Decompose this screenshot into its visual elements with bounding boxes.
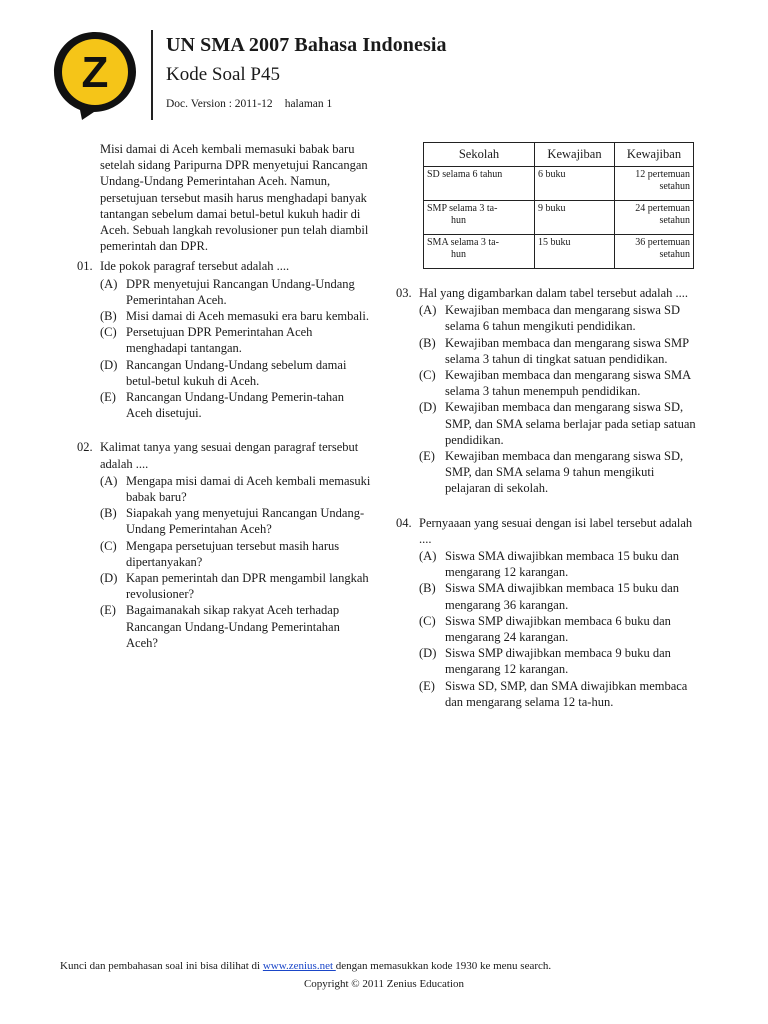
table-cell: 9 buku xyxy=(535,200,615,234)
option-text: DPR menyetujui Rancangan Undang-Undang Pemerintahan Aceh. xyxy=(126,276,355,307)
options-02 xyxy=(77,473,372,651)
option-label: (B) xyxy=(419,335,436,350)
option-d[interactable] xyxy=(77,570,372,602)
table-header: Kewajiban xyxy=(615,143,694,167)
option-b[interactable] xyxy=(77,505,372,537)
option-label: (A) xyxy=(419,549,437,564)
left-column xyxy=(77,141,372,669)
option-e[interactable] xyxy=(77,389,372,421)
cell-text: SMP selama 3 ta- xyxy=(427,202,498,214)
options-03 xyxy=(396,302,696,496)
option-e[interactable] xyxy=(396,678,696,710)
options-01 xyxy=(77,276,372,422)
question-03 xyxy=(396,285,696,301)
question-number: 04. xyxy=(396,515,412,530)
option-label: (D) xyxy=(419,400,437,415)
question-number: 02. xyxy=(77,440,93,455)
question-number: 01. xyxy=(77,259,93,274)
option-text: Kewajiban membaca dan mengarang siswa SD, SMP, dan SMA selama berlajar pada setiap satuan pendidikan. xyxy=(445,400,696,447)
table-cell xyxy=(424,234,535,268)
table-cell xyxy=(615,234,694,268)
cell-text: 36 pertemuan xyxy=(635,236,690,248)
zenius-logo xyxy=(52,30,138,122)
table-row xyxy=(424,200,694,234)
right-column xyxy=(396,285,696,728)
option-c[interactable] xyxy=(396,367,696,399)
table-cell xyxy=(615,166,694,200)
option-text: Siswa SMA diwajibkan membaca 15 buku dan mengarang 12 karangan. xyxy=(445,549,679,580)
table-cell: 15 buku xyxy=(535,234,615,268)
cell-text: 24 pertemuan xyxy=(635,202,690,214)
option-d[interactable] xyxy=(396,399,696,448)
table-cell xyxy=(424,200,535,234)
table-cell xyxy=(615,200,694,234)
question-02 xyxy=(77,439,372,471)
question-text: Ide pokok paragraf tersebut adalah .... xyxy=(100,259,290,274)
question-text: Pernyaaan yang sesuai dengan isi label tersebut adalah .... xyxy=(419,515,693,546)
option-label: (A) xyxy=(419,303,437,318)
option-text: Siswa SMP diwajibkan membaca 9 buku dan mengarang 12 karangan. xyxy=(445,646,671,677)
option-label: (E) xyxy=(100,603,116,618)
option-label: (C) xyxy=(419,613,436,628)
option-text: Persetujuan DPR Pemerintahan Aceh menghadapi tantangan. xyxy=(126,325,313,356)
copyright: Copyright © 2011 Zenius Education xyxy=(303,978,465,990)
question-number: 03. xyxy=(396,286,412,300)
option-c[interactable] xyxy=(396,613,696,645)
option-text: Kewajiban membaca dan mengarang siswa SMP selama 3 tahun di tingkat satuan pendidikan. xyxy=(445,335,689,366)
option-label: (C) xyxy=(100,325,117,340)
option-text: Kewajiban membaca dan mengarang siswa SD, SMP, dan SMA selama 9 tahun mengikuti pelajaran di sekolah. xyxy=(445,449,684,496)
question-text: Hal yang digambarkan dalam tabel tersebut adalah .... xyxy=(419,286,688,300)
header-divider xyxy=(151,30,153,120)
option-label: (D) xyxy=(100,571,118,586)
table-row xyxy=(424,234,694,268)
table-cell: 6 buku xyxy=(535,166,615,200)
option-a[interactable] xyxy=(77,276,372,308)
option-c[interactable] xyxy=(77,324,372,356)
question-text: Kalimat tanya yang sesuai dengan paragraf tersebut adalah .... xyxy=(100,440,359,471)
table-cell xyxy=(424,166,535,200)
option-a[interactable] xyxy=(396,302,696,334)
option-label: (E) xyxy=(419,678,435,693)
table-row xyxy=(424,166,694,200)
cell-text: hun xyxy=(451,249,466,260)
cell-text: setahun xyxy=(659,215,690,226)
option-d[interactable] xyxy=(396,645,696,677)
zenius-link[interactable]: www.zenius.net xyxy=(262,960,336,972)
option-label: (C) xyxy=(100,538,117,553)
option-b[interactable] xyxy=(396,335,696,367)
cell-text: SMA selama 3 ta- xyxy=(427,236,499,248)
footer-text: Kunci dan pembahasan soal ini bisa dilihat di xyxy=(60,960,263,972)
option-label: (B) xyxy=(419,581,436,596)
option-c[interactable] xyxy=(77,538,372,570)
option-label: (B) xyxy=(100,506,117,521)
option-text: Kapan pemerintah dan DPR mengambil langkah revolusioner? xyxy=(126,571,369,602)
options-04 xyxy=(396,548,696,710)
cell-text: SD selama 6 tahun xyxy=(427,168,503,180)
cell-text: setahun xyxy=(659,181,690,192)
page-number: halaman 1 xyxy=(284,98,333,110)
option-label: (D) xyxy=(100,357,118,372)
option-label: (A) xyxy=(100,473,118,488)
table-header: Sekolah xyxy=(424,143,535,167)
option-text: Kewajiban membaca dan mengarang siswa SD selama 6 tahun mengikuti pendidikan. xyxy=(445,303,680,334)
table-header: Kewajiban xyxy=(535,143,615,167)
option-text: Bagaimanakah sikap rakyat Aceh terhadap Rancangan Undang-Undang Pemerintahan Aceh? xyxy=(126,603,340,650)
option-label: (B) xyxy=(100,309,117,324)
table-header-row xyxy=(424,143,694,167)
option-b[interactable] xyxy=(77,308,372,324)
option-text: Siswa SMP diwajibkan membaca 6 buku dan mengarang 24 karangan. xyxy=(445,613,671,645)
doc-version-line xyxy=(166,98,332,110)
option-label: (A) xyxy=(100,276,118,291)
option-text: Rancangan Undang-Undang sebelum damai betul-betul kukuh di Aceh. xyxy=(126,357,347,388)
footer-note xyxy=(60,960,551,972)
option-text: Mengapa persetujuan tersebut masih harus dipertanyakan? xyxy=(126,538,340,569)
option-text: Siapakah yang menyetujui Rancangan Undang-Undang Pemerintahan Aceh? xyxy=(126,506,365,537)
cell-text: 12 pertemuan xyxy=(635,168,690,180)
question-01 xyxy=(77,258,372,274)
cell-text: hun xyxy=(451,215,466,226)
option-e[interactable] xyxy=(77,602,372,651)
footer-text: dengan memasukkan kode 1930 ke menu search. xyxy=(335,960,552,972)
cell-text: setahun xyxy=(659,249,690,260)
logo-letter: Z xyxy=(81,48,109,97)
option-a[interactable] xyxy=(396,548,696,580)
question-04 xyxy=(396,515,696,547)
option-text: Misi damai di Aceh memasuki era baru kembali. xyxy=(126,309,369,324)
option-text: Siswa SMA diwajibkan membaca 15 buku dan mengarang 36 karangan. xyxy=(445,581,679,612)
option-b[interactable] xyxy=(396,580,696,612)
document-title: UN SMA 2007 Bahasa Indonesia xyxy=(166,34,447,56)
reading-passage: Misi damai di Aceh kembali memasuki babak baru setelah sidang Paripurna DPR menyetujui Rancangan Undang-Undang Pemerintahan Aceh. Namun, persetujuan tersebut masih harus menghadapi banyak tantangan sebelum damai betul-betul kukuh hadir di Aceh. Sebuah langkah revolusioner pun telah diambil pemerintah dan DPR. xyxy=(100,142,369,254)
option-label: (E) xyxy=(419,449,435,464)
option-a[interactable] xyxy=(77,473,372,505)
option-label: (C) xyxy=(419,368,436,383)
option-label: (E) xyxy=(100,390,116,405)
option-label: (D) xyxy=(419,646,437,661)
option-e[interactable] xyxy=(396,448,696,497)
option-text: Siswa SD, SMP, dan SMA diwajibkan membaca dan mengarang selama 12 ta-hun. xyxy=(445,678,688,709)
option-text: Kewajiban membaca dan mengarang siswa SMA selama 3 tahun menempuh pendidikan. xyxy=(445,368,691,399)
reading-table xyxy=(423,142,694,269)
doc-version: Doc. Version : 2011-12 xyxy=(166,98,273,110)
option-text: Mengapa misi damai di Aceh kembali memasuki babak baru? xyxy=(126,473,371,505)
option-d[interactable] xyxy=(77,357,372,389)
option-text: Rancangan Undang-Undang Pemerin-tahan Aceh disetujui. xyxy=(126,390,344,421)
document-subtitle: Kode Soal P45 xyxy=(166,64,280,85)
